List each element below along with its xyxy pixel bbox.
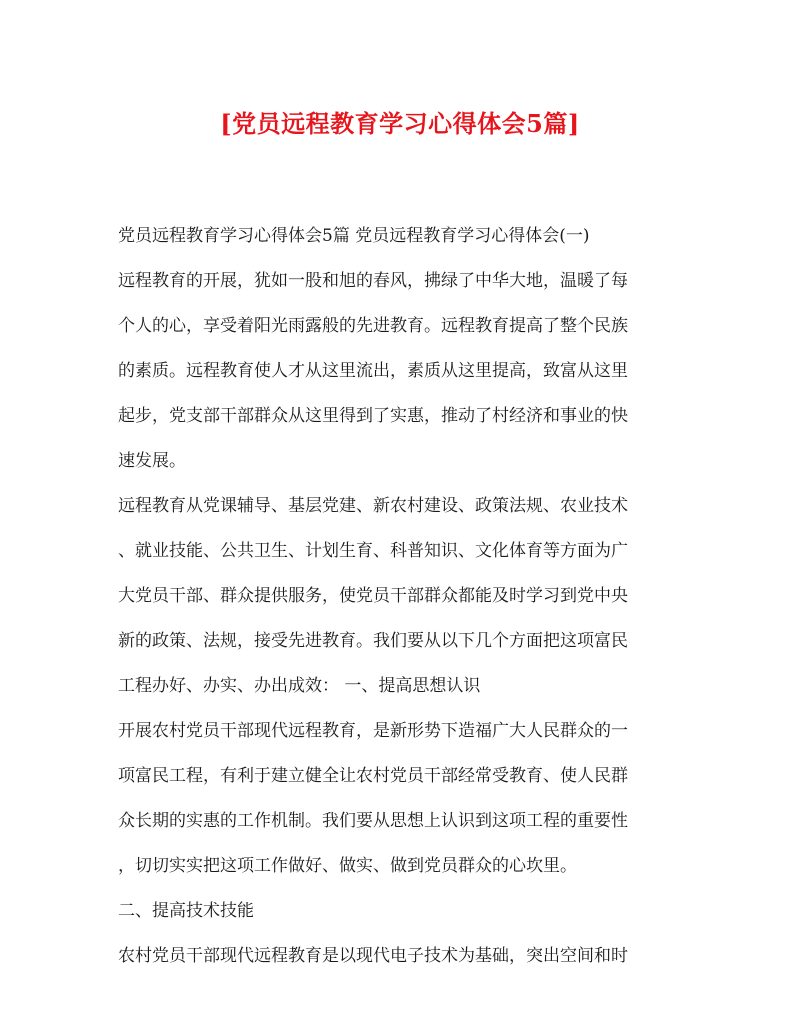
text-line: 二、提高技术技能 <box>118 901 254 921</box>
paragraph-heading-line <box>118 214 688 259</box>
document-title: [党员远程教育学习心得体会5篇] <box>220 109 580 138</box>
section-heading <box>118 889 688 934</box>
text-line: 远程教育从党课辅导、基层党建、新农村建设、政策法规、农业技术 <box>118 496 628 516</box>
text-line: 大党员干部、群众提供服务，使党员干部群众都能及时学习到党中央 <box>118 586 628 606</box>
text-line: ，切切实实把这项工作做好、做实、做到党员群众的心坎里。 <box>118 856 577 876</box>
text-line: 众长期的实惠的工作机制。我们要从思想上认识到这项工程的重要性 <box>118 811 628 831</box>
paragraph <box>118 484 688 709</box>
text-line: 党员远程教育学习心得体会5篇 党员远程教育学习心得体会(一) <box>118 226 590 246</box>
text-line: 的素质。远程教育使人才从这里流出，素质从这里提高，致富从这里 <box>118 361 628 381</box>
text-line: 项富民工程，有利于建立健全让农村党员干部经常受教育、使人民群 <box>118 766 628 786</box>
text-line: 新的政策、法规，接受先进教育。我们要从以下几个方面把这项富民 <box>118 631 628 651</box>
text-line: 、就业技能、公共卫生、计划生育、科普知识、文化体育等方面为广 <box>118 541 628 561</box>
text-line: 远程教育的开展，犹如一股和旭的春风，拂绿了中华大地，温暖了每 <box>118 271 628 291</box>
text-line: 农村党员干部现代远程教育是以现代电子技术为基础，突出空间和时 <box>118 946 628 966</box>
text-line: 速发展。 <box>118 451 186 471</box>
paragraph <box>118 259 688 484</box>
text-line: 起步，党支部干部群众从这里得到了实惠，推动了村经济和事业的快 <box>118 406 628 426</box>
text-line: 开展农村党员干部现代远程教育，是新形势下造福广大人民群众的一 <box>118 721 628 741</box>
text-line: 工程办好、办实、办出成效： 一、提高思想认识 <box>118 676 481 696</box>
text-line: 个人的心，享受着阳光雨露般的先进教育。远程教育提高了整个民族 <box>118 316 628 336</box>
document-body <box>118 214 688 979</box>
paragraph <box>118 709 688 889</box>
paragraph <box>118 934 688 979</box>
